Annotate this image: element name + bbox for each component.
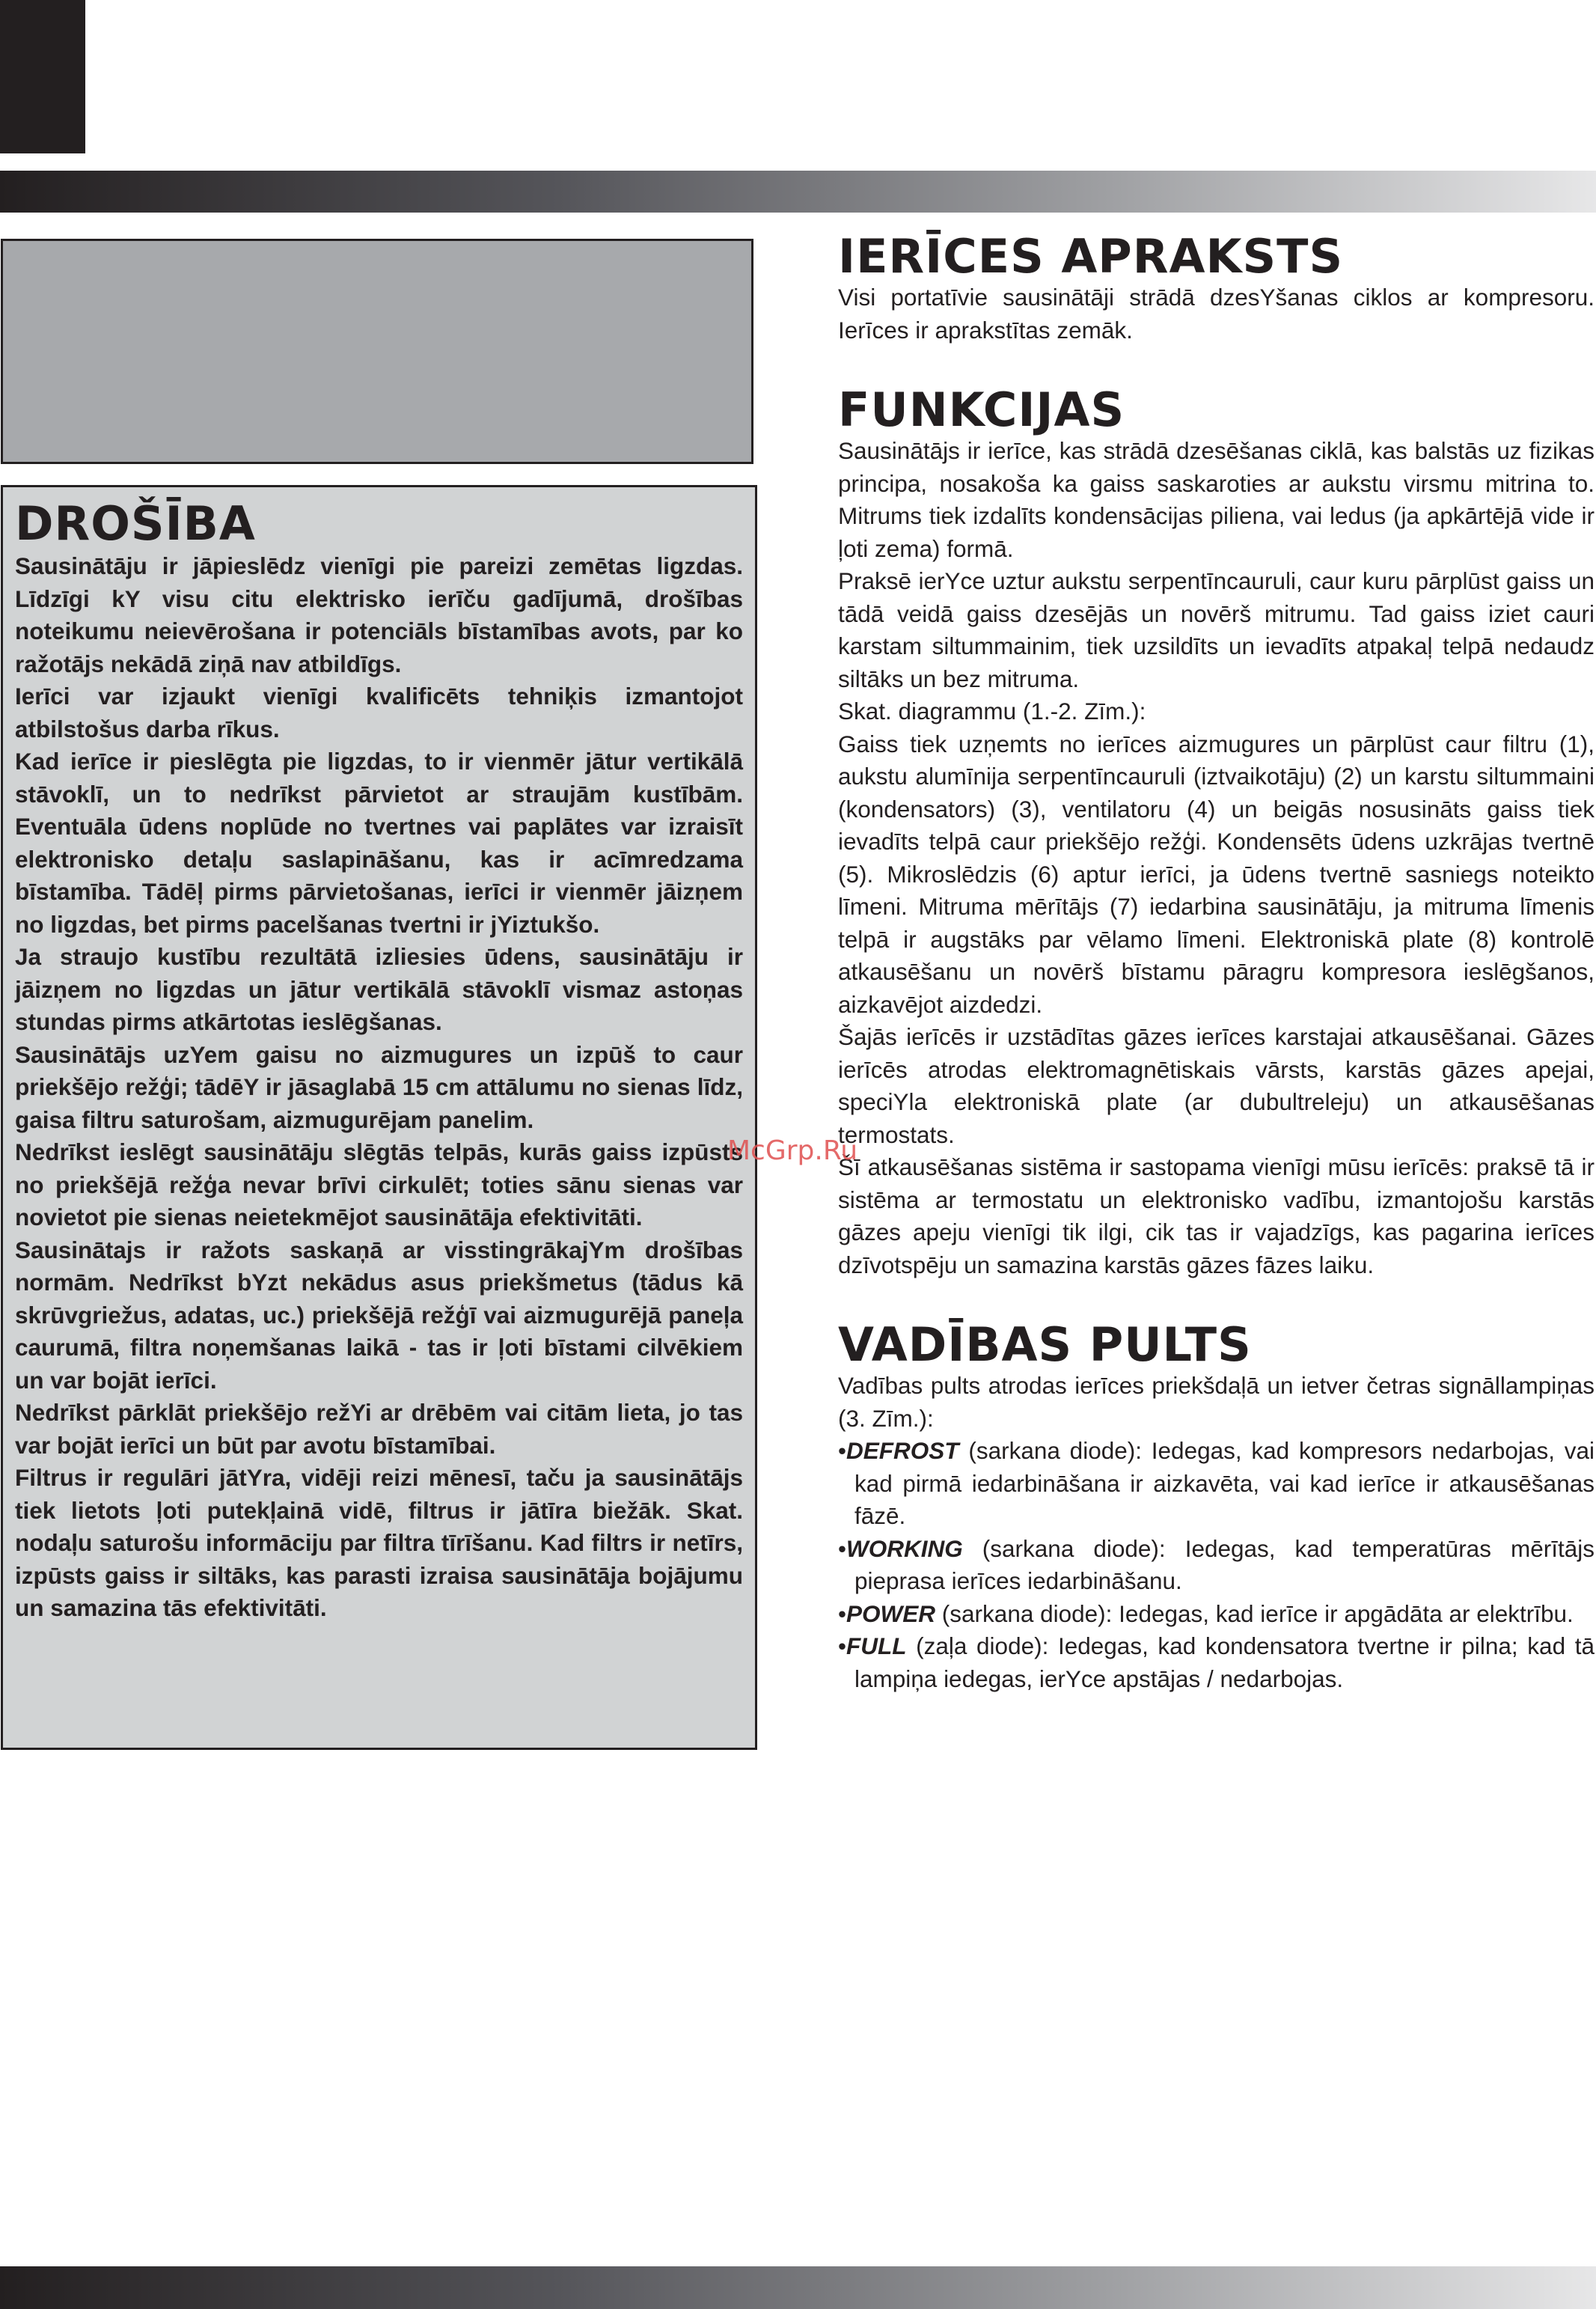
safety-paragraph: Sausinātājs uzYem gaisu no aizmugures un izpūš to caur priekšējo režģi; tādēY ir jāsaglabā 15 cm attālumu no sienas līdz, gaisa filtru saturošam, aizmugurējam panelim. — [15, 1040, 743, 1133]
indicator-description: (sarkana diode): Iedegas, kad temperatūras mērītājs pieprasa ierīces iedarbināšanu. — [854, 1534, 1595, 1594]
control-panel-section — [838, 1317, 1595, 1695]
safety-paragraph: Filtrus ir regulāri jātYra, vidēji reizi mēnesī, taču ja sausinātājs tiek lietots ļoti putekļainā vidē, filtrus ir jātīra biežāk. Skat. nodaļu saturošu informāciju par filtra tīrīšanu. Kad filtrs ir netīrs, izpūsts gaiss ir siltāks, kas parasti izraisa sausinātāja bojājumu un samazina tās efektivitāti. — [15, 1464, 743, 1621]
header-gradient-bar — [0, 171, 1596, 213]
control-panel-title: VADĪBAS PULTS — [838, 1317, 1252, 1372]
functions-paragraph: Skat. diagrammu (1.-2. Zīm.): — [838, 698, 1146, 725]
functions-paragraph: Gaiss tiek uzņemts no ierīces aizmugures un pārplūst caur filtru (1), aukstu alumīnija serpentīncauruli (iztvaikotāju) (2) un karstu siltummaini (kondensators) (3), ventilatoru (4) un beigās nosusināts gaiss tiek ievadīts telpā caur priekšējo režģi. Kondensēts ūdens uzkrājas tvertnē (5). Mikroslēdzis (6) aptur ierīci, ja ūdens tvertnē sasniegs noteikto līmeni. Mitruma mērītājs (7) iedarbina sausinātāju, ja mitruma līmenis telpā ir augstāks par vēlamo līmeni. Elektroniskā plate (8) kontrolē atkausēšanu un novērš bīstamu pāragru kompresora ieslēgšanos, aizkavējot aizdedzi. — [838, 730, 1595, 1018]
functions-paragraph: Šajās ierīcēs ir uzstādītas gāzes ierīces karstajai atkausēšanai. Gāzes ierīcēs atrodas elektromagnētiskais vārsts, karstās gāzes apejai, speciYla elektroniskā plate (ar dubultreleju) un atkausēšanas termostats. — [838, 1023, 1595, 1148]
device-description-text: Visi portatīvie sausinātāji strādā dzesYšanas ciklos ar kompresoru. Ierīces ir aprakstītas zemāk. — [838, 284, 1595, 344]
functions-paragraph: Praksē ierYce uztur aukstu serpentīncauruli, caur kuru pārplūst gaiss un tādā veidā gaiss dzesējās un novērš mitrumu. Tad gaiss iziet cauri karstam siltummainim, tiek uzsildīts un ievadīts atpakaļ telpā nedaudz siltāks un bez mitruma. — [838, 567, 1595, 692]
safety-paragraph: Nedrīkst pārklāt priekšējo režYi ar drēbēm vai citām lieta, jo tas var bojāt ierīci un būt par avotu bīstamībai. — [15, 1399, 743, 1459]
indicator-name: WORKING — [846, 1534, 963, 1562]
indicator-description: (sarkana diode): Iedegas, kad ierīce ir apgādāta ar elektrību. — [935, 1599, 1574, 1627]
indicator-name: FULL — [846, 1632, 907, 1659]
indicator-item-working: •WORKING (sarkana diode): Iedegas, kad temperatūras mērītājs pieprasa ierīces iedarbināšanu. — [838, 1534, 1595, 1594]
safety-paragraph: Ierīci var izjaukt vienīgi kvalificēts tehniķis izmantojot atbilstošus darba rīkus. — [15, 683, 743, 742]
functions-paragraph: Sausinātājs ir ierīce, kas strādā dzesēšanas ciklā, kas balstās uz fizikas principa, nosakoša ka gaiss saskaroties ar aukstu virsmu mitrina to. Mitrums tiek izdalīts kondensācijas piliena, vai ledus (ja apkārtējā vide ir ļoti zema) formā. — [838, 437, 1595, 562]
functions-title: FUNKCIJAS — [838, 382, 1125, 437]
indicator-name: DEFROST — [846, 1437, 959, 1464]
safety-paragraph: Nedrīkst ieslēgt sausinātāju slēgtās telpās, kurās gaiss izpūsts no priekšējā režģa nevar brīvi cirkulēt; toties sānu sienas var novietot pie sienas neietekmējot sausinātāja efektivitāti. — [15, 1138, 743, 1230]
image-placeholder-panel — [1, 239, 753, 464]
device-description-title: IERĪCES APRAKSTS — [838, 229, 1344, 284]
right-column — [838, 229, 1595, 1695]
indicator-item-defrost: •DEFROST (sarkana diode): Iedegas, kad kompresors nedarbojas, vai kad pirmā iedarbināšana ir aizkavēta, vai kad ierīce ir atkausēšanas fāzē. — [838, 1437, 1595, 1529]
safety-paragraph: Sausinātajs ir ražots saskaņā ar visstingrākajYm drošības normām. Nedrīkst bYzt nekādus asus priekšmetus (tādus kā skrūvgriežus, adatas, uc.) priekšējā režģī vai aizmugurējā paneļa caurumā, filtra noņemšanas laikā - tas ir ļoti bīstami cilvēkiem un var bojāt ierīci. — [15, 1236, 743, 1394]
device-description-section — [838, 229, 1595, 347]
footer-gradient-bar — [0, 2266, 1596, 2309]
indicator-description: (sarkana diode): Iedegas, kad kompresors nedarbojas, vai kad pirmā iedarbināšana ir aizkavēta, vai kad ierīce ir atkausēšanas fāzē. — [854, 1437, 1595, 1529]
safety-paragraph: Kad ierīce ir pieslēgta pie ligzdas, to ir vienmēr jātur vertikālā stāvoklī, un to nedrīkst pārvietot ar straujām kustībām. Eventuāla ūdens noplūde no tvertnes vai paplātes var izraisīt elektronisko detaļu saslapināšanu, kas ir acīmredzama bīstamība. Tādēļ pirms pārvietošanas, ierīci ir vienmēr jāizņem no ligzdas, bet pirms pacelšanas tvertni ir jYiztukšo. — [15, 748, 743, 938]
control-panel-intro: Vadības pults atrodas ierīces priekšdaļā un ietver četras signāllampiņas (3. Zīm.): — [838, 1372, 1595, 1432]
functions-section — [838, 382, 1595, 1281]
safety-paragraph: Sausinātāju ir jāpieslēdz vienīgi pie pareizi zemētas ligzdas. Līdzīgi kY visu citu elektrisko ierīču gadījumā, drošības noteikumu neievērošana ir potenciāls bīstamības avots, par ko ražotājs nekādā ziņā nav atbildīgs. — [15, 552, 743, 677]
safety-section — [1, 485, 757, 1750]
safety-title: DROŠĪBA — [15, 496, 256, 551]
corner-block — [0, 0, 85, 153]
indicator-item-full: •FULL (zaļa diode): Iedegas, kad kondensatora tvertne ir pilna; kad tā lampiņa iedegas, ierYce apstājas / nedarbojas. — [838, 1632, 1595, 1692]
watermark: McGrp.Ru — [727, 1135, 858, 1166]
indicator-item-power: •POWER (sarkana diode): Iedegas, kad ierīce ir apgādāta ar elektrību. — [838, 1599, 1574, 1627]
indicator-description: (zaļa diode): Iedegas, kad kondensatora tvertne ir pilna; kad tā lampiņa iedegas, ierYce apstājas / nedarbojas. — [854, 1632, 1595, 1692]
indicator-name: POWER — [846, 1599, 936, 1627]
safety-paragraph: Ja straujo kustību rezultātā izliesies ūdens, sausinātāju ir jāizņem no ligzdas un jātur vertikālā stāvoklī vismaz astoņas stundas pirms atkārtotas ieslēgšanas. — [15, 943, 743, 1035]
functions-paragraph: Šī atkausēšanas sistēma ir sastopama vienīgi mūsu ierīcēs: praksē tā ir sistēma ar termostatu un elektronisko vadību, izmantojošu karstās gāzes apeju vienīgi tik ilgi, cik tas ir vajadzīgs, kas pagarina ierīces dzīvotspēju un samazina karstās gāzes fāzes laiku. — [838, 1153, 1595, 1278]
